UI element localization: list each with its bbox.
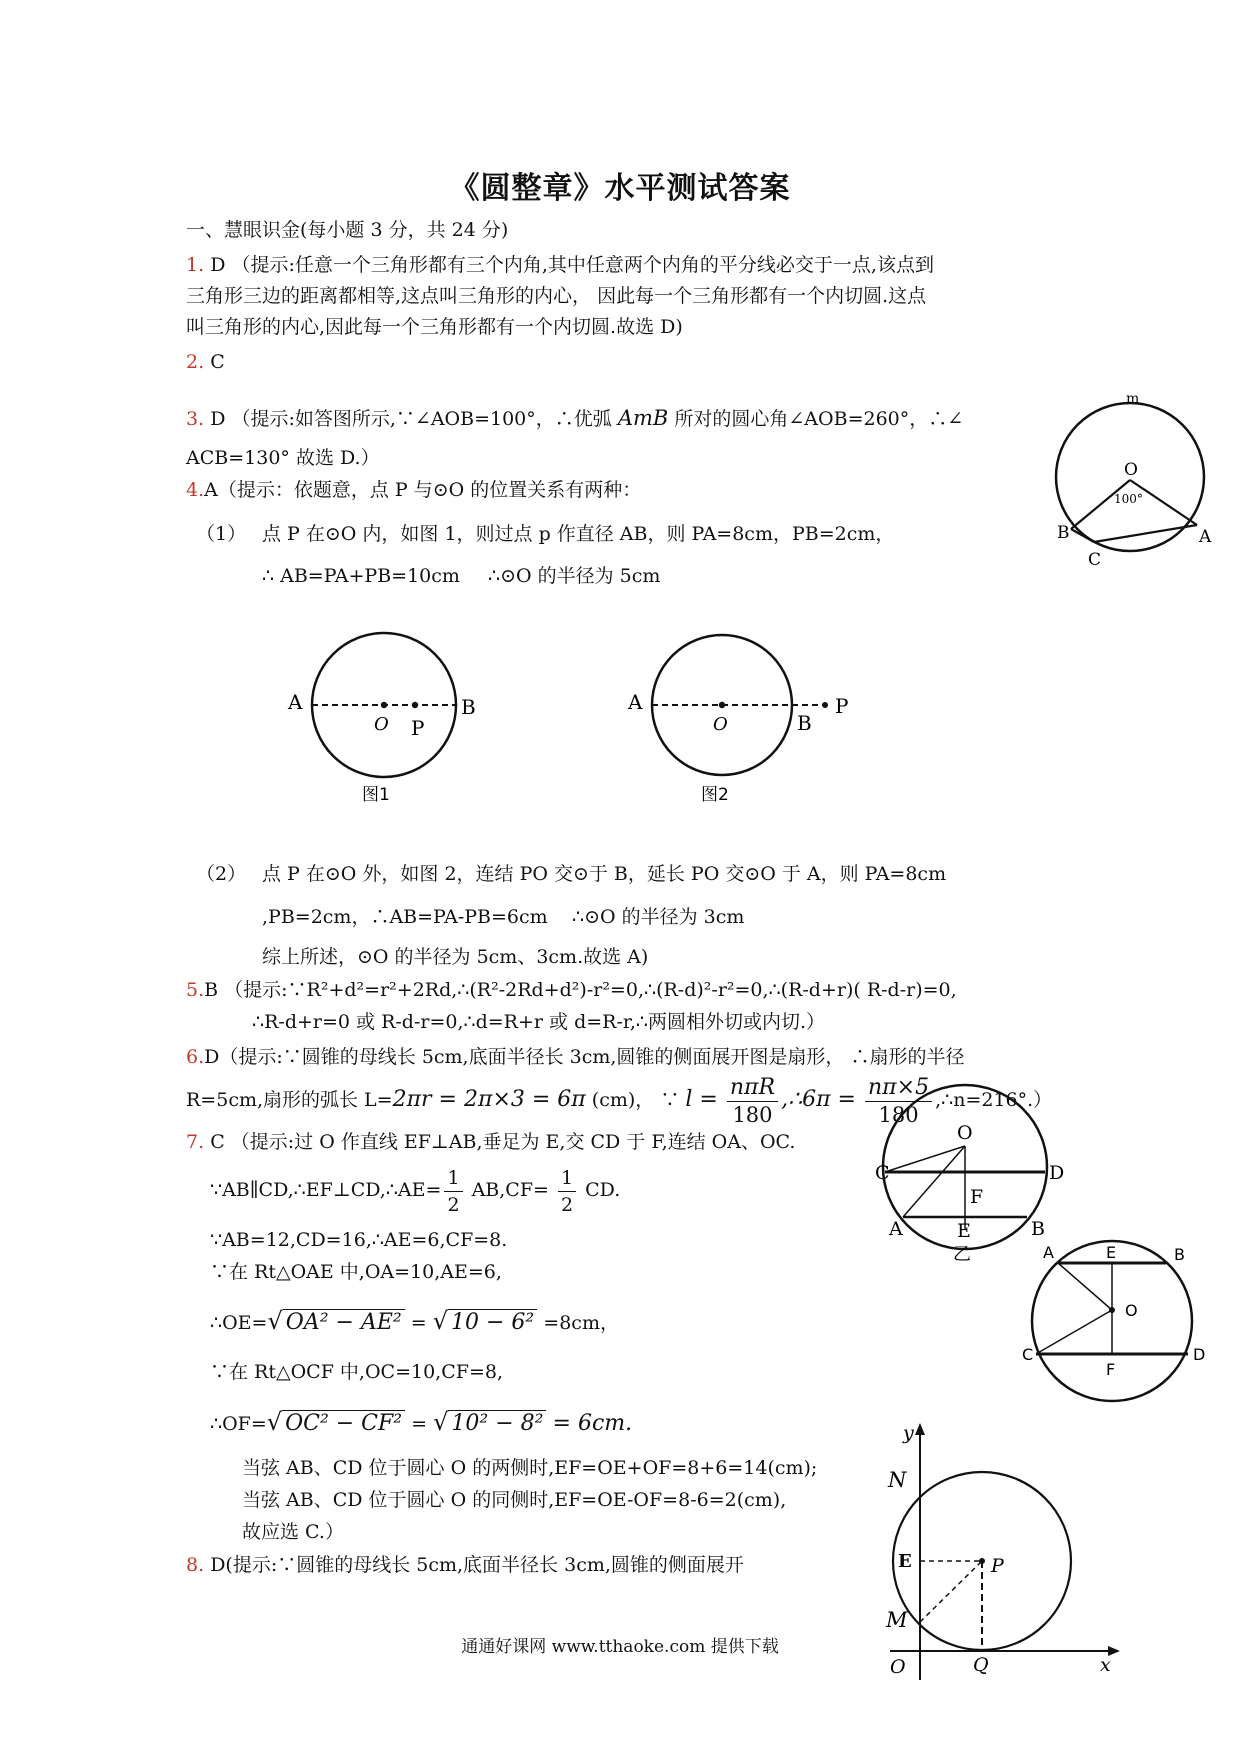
label-b: B [797,711,812,735]
question-number: 4. [186,479,205,501]
denominator: 180 [732,1102,773,1127]
figure-caption: 乙 [953,1244,971,1265]
answer-text: (cm)， ∵ [591,1089,680,1111]
denominator: 2 [561,1193,574,1216]
formula: = [411,1413,428,1435]
label-p: P [835,694,849,718]
answer-text: A（提示：依题意，点 P 与⊙O 的位置关系有两种： [204,479,642,501]
fraction [727,1075,778,1128]
question-7-line-8: 当弦 AB、CD 位于圆心 O 的两侧时,EF=OE+OF=8+6=14(cm); [242,1457,818,1479]
question-1-line-1 [186,253,934,277]
label-e: E [1106,1243,1117,1262]
formula: = [410,1312,427,1334]
numerator: nπ×5 [865,1075,932,1102]
question-8-line-1 [186,1553,744,1577]
label-c: C [1022,1345,1034,1364]
formula: ,∴6π = [781,1087,856,1112]
label-angle: 100° [1114,492,1143,506]
numerator: 1 [558,1165,576,1192]
formula: = 6cm. [552,1411,633,1436]
label-q: Q [973,1654,989,1676]
question-1-line-2: 三角形三边的距离都相等,这点叫三角形的内心， 因此每一个三角形都有一个内切圆.这点 [186,285,927,307]
label-c: C [875,1162,890,1184]
case-2-text: 点 P 在⊙O 外，如图 2，连结 PO 交⊙于 B，延长 PO 交⊙O 于 A，则 PA=8cm [262,863,947,885]
figure-q3-circle [1050,391,1212,575]
question-2-line [186,350,225,374]
label-a: A [889,1218,903,1240]
label-m: M [886,1608,908,1632]
case-1-result-2: ∴⊙O 的半径为 5cm [488,565,661,587]
label-c: C [1088,550,1102,570]
denominator: 180 [878,1102,919,1127]
radical: 10² − 8² [448,1410,546,1436]
label-a: A [1043,1243,1054,1262]
label-y: y [903,1422,914,1444]
label-o: O [713,714,728,735]
label-p: P [411,716,425,740]
figure-caption: 图2 [701,785,729,805]
question-3-line-2: ACB=130° 故选 D.） [186,447,380,469]
question-7-line-2 [210,1162,620,1218]
answer-text: AB,CF= [471,1179,549,1201]
question-number: 5. [186,979,205,1001]
radical: 10 − 6² [448,1309,537,1335]
page-title: 《圆整章》水平测试答案 [449,171,791,206]
figure-2 [615,630,855,820]
numerator: nπR [727,1075,778,1102]
answer-text: R=5cm,扇形的弧长 L= [186,1089,393,1111]
case-1-result-1: ∴ AB=PA+PB=10cm [262,565,460,587]
label-o: O [374,714,389,735]
label-a: A [628,690,643,714]
numerator: 1 [444,1165,462,1192]
answer-text: D （提示:任意一个三角形都有三个内角,其中任意两个内角的平分线必交于一点,该点到 [210,254,934,276]
label-d: D [1193,1345,1206,1364]
label-m: m [1126,391,1140,407]
label-f: F [1106,1360,1116,1379]
question-number: 3. [186,408,205,430]
label-a: A [288,690,303,714]
answer-text: 所对的圆心角∠AOB=260°，∴∠ [674,408,964,430]
label-p: P [991,1555,1004,1577]
answer-text: CD. [585,1179,621,1201]
label-b: B [1031,1218,1045,1240]
answer-text: =8cm， [543,1312,619,1334]
question-number: 6. [186,1046,205,1068]
case-2-result-2: ∴⊙O 的半径为 3cm [572,906,745,928]
figure-q7-second [1022,1238,1220,1408]
question-7-line-6: ∵在 Rt△OCF 中,OC=10,CF=8, [210,1361,503,1383]
label-x: x [1100,1654,1111,1676]
footer-text: 通通好课网 www.tthaoke.com 提供下载 [461,1637,779,1657]
question-1-line-3: 叫三角形的内心,因此每一个三角形都有一个内切圆.故选 D) [186,316,683,338]
case-2-label: （2） [196,863,247,885]
label-d: D [1049,1162,1065,1184]
formula: l = [685,1087,718,1112]
answer-text: D （提示:如答图所示,∵∠AOB=100°，∴优弧 [210,408,612,430]
question-3-line-1 [186,406,963,431]
question-7-line-10: 故应选 C.） [242,1521,344,1543]
question-number: 8. [186,1554,205,1576]
question-6-line-1 [186,1045,964,1069]
denominator: 2 [447,1193,460,1216]
figure-caption: 图1 [362,785,390,805]
question-number: 1. [186,254,205,276]
answer-text: ∴OE= [210,1312,268,1334]
label-b: B [1057,523,1070,543]
case-2-conclusion: 综上所述，⊙O 的半径为 5cm、3cm.故选 A) [262,946,649,968]
question-number: 2. [186,351,205,373]
label-o: O [1124,460,1138,480]
label-n: N [888,1468,907,1492]
case-2-result-1: ,PB=2cm，∴AB=PA-PB=6cm [262,906,548,928]
answer-text: B （提示:∵R²+d²=r²+2Rd,∴(R²-2Rd+d²)-r²=0,∴(R-d)²-r²=0,∴(R-d+r)( R-d-r)=0, [204,979,957,1001]
case-1-label: （1） [196,523,247,545]
question-4-line-1 [186,478,641,502]
question-7-line-3: ∵AB=12,CD=16,∴AE=6,CF=8. [210,1229,508,1251]
question-number: 7. [186,1131,205,1153]
answer-text: ∴OF= [210,1413,267,1435]
answer-text: C [210,351,225,373]
section-heading: 一、慧眼识金(每小题 3 分，共 24 分) [186,219,509,241]
label-e: E [957,1220,971,1242]
fraction [558,1165,576,1218]
formula: 2πr = 2π×3 = 6π [392,1087,586,1112]
question-7-line-1 [186,1130,795,1154]
question-5-line-1 [186,978,957,1002]
label-a: A [1199,527,1212,547]
answer-text: C （提示:过 O 作直线 EF⊥AB,垂足为 E,交 CD 于 F,连结 OA、OC. [210,1131,796,1153]
arc-label: AmB [617,406,669,430]
answer-text: D（提示:∵圆锥的母线长 5cm,底面半径长 3cm,圆锥的侧面展开图是扇形， ∴扇形的半径 [204,1046,965,1068]
label-o: O [1125,1301,1138,1320]
answer-text: ∵AB∥CD,∴EF⊥CD,∴AE= [210,1179,442,1201]
label-o: O [957,1122,973,1144]
answer-text: D(提示:∵圆锥的母线长 5cm,底面半径长 3cm,圆锥的侧面展开 [210,1554,744,1576]
answer-text: ,∴n=216°.） [935,1089,1053,1111]
label-e: E [898,1551,912,1572]
label-b: B [1174,1245,1185,1264]
radical: OC² − CF² [282,1410,405,1436]
radical: OA² − AE² [283,1309,405,1335]
question-7-line-5: ∴OE=√ OA² − AE² = √ 10 − 6² =8cm， [210,1307,619,1335]
fraction [444,1165,462,1218]
label-o: O [890,1656,906,1678]
figure-1 [280,630,480,820]
question-7-line-7: ∴OF=√ OC² − CF² = √ 10² − 8² = 6cm. [210,1408,633,1436]
label-f: F [970,1186,984,1208]
case-1-text: 点 P 在⊙O 内，如图 1，则过点 p 作直径 AB，则 PA=8cm，PB=2cm， [262,523,895,545]
question-7-line-9: 当弦 AB、CD 位于圆心 O 的同侧时,EF=OE-OF=8-6=2(cm), [242,1489,787,1511]
question-7-line-4: ∵在 Rt△OAE 中,OA=10,AE=6, [210,1261,502,1283]
label-b: B [461,695,476,719]
question-5-line-2: ∴R-d+r=0 或 R-d-r=0,∴d=R+r 或 d=R-r,∴两圆相外切或内切.） [252,1011,826,1033]
